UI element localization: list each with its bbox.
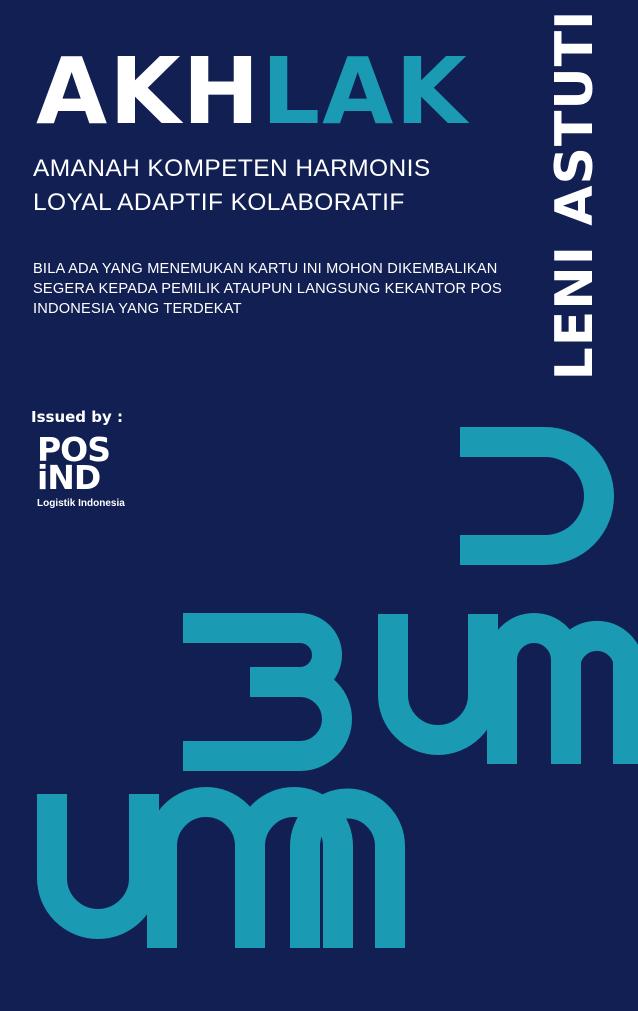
holder-name: LENI ASTUTI (545, 9, 605, 381)
bumn-glyph-u-bottom (52, 794, 144, 924)
core-values-line-2: LOYAL ADAPTIF KOLABORATIF (33, 189, 405, 216)
pos-logo-line-1: POS (37, 430, 111, 469)
bumn-glyph-m (502, 628, 628, 764)
return-notice: BILA ADA YANG MENEMUKAN KARTU INI MOHON DIKEMBALIKAN SEGERA KEPADA PEMILIK ATAUPUN LANGSUNG KEKANTOR POS INDONESIA YANG TERDEKAT (33, 261, 502, 317)
bumn-glyph-b-top (460, 442, 599, 550)
bumn-glyph-b (183, 628, 337, 756)
akhlak-logo-part1: AKH (36, 38, 262, 145)
pos-logo-subtitle: Logistik Indonesia (37, 498, 125, 509)
pos-logo-line-2: iND (37, 458, 101, 497)
akhlak-logo-part2: LAK (261, 38, 469, 145)
core-values-line-1: AMANAH KOMPETEN HARMONIS (33, 155, 431, 182)
bumn-glyph-u (393, 614, 483, 740)
issued-by-label: Issued by : (31, 408, 123, 426)
